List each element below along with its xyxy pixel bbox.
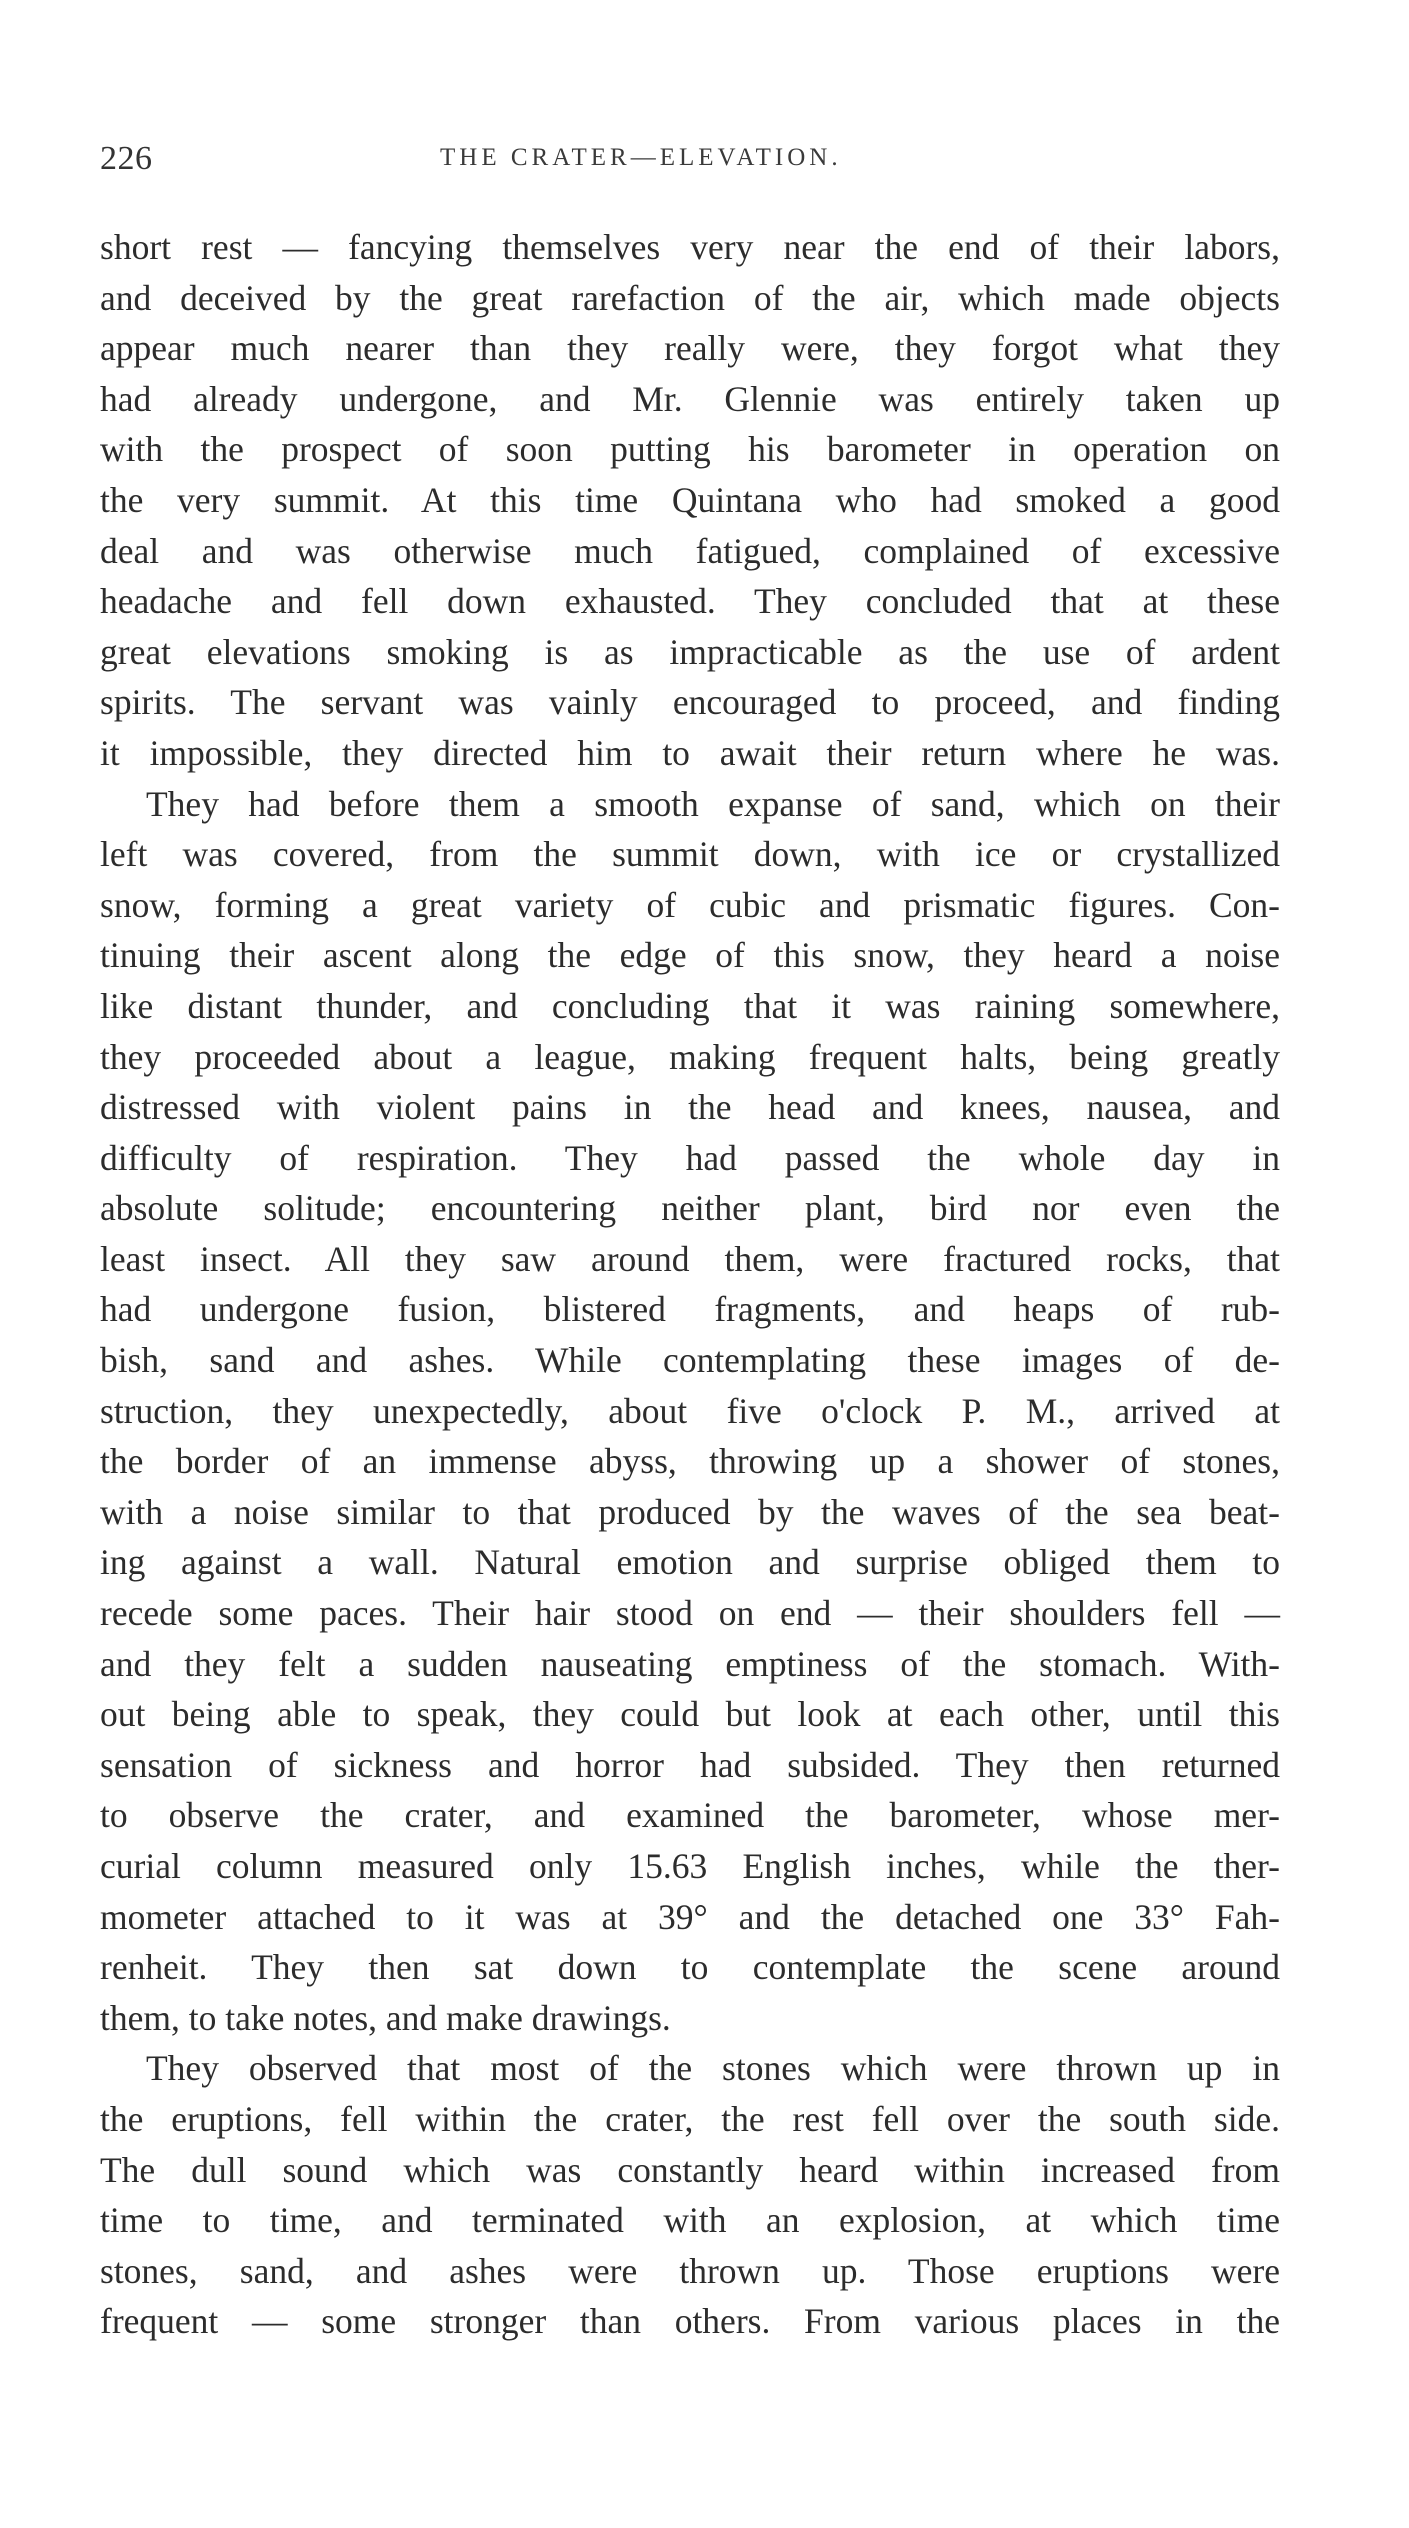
text-line: recede some paces. Their hair stood on end — their shoulders fell — bbox=[100, 1593, 1280, 1634]
text-line: tinuing their ascent along the edge of this snow, they heard a noise bbox=[100, 935, 1280, 976]
text-line: mometer attached to it was at 39° and the detached one 33° Fah- bbox=[100, 1896, 1280, 1937]
text-line: with a noise similar to that produced by the waves of the sea beat- bbox=[100, 1491, 1280, 1532]
text-line: to observe the crater, and examined the barometer, whose mer- bbox=[100, 1795, 1280, 1836]
text-line: the border of an immense abyss, throwing up a shower of stones, bbox=[100, 1441, 1280, 1482]
text-line: absolute solitude; encountering neither plant, bird nor even the bbox=[100, 1188, 1280, 1229]
text-line: the very summit. At this time Quintana who had smoked a good bbox=[100, 479, 1280, 520]
text-line: and deceived by the great rarefaction of the air, which made objects bbox=[100, 277, 1280, 318]
text-line: stones, sand, and ashes were thrown up. Those eruptions were bbox=[100, 2250, 1280, 2291]
text-line: left was covered, from the summit down, with ice or crystallized bbox=[100, 834, 1280, 875]
page-header bbox=[100, 140, 1280, 190]
text-line: bish, sand and ashes. While contemplating these images of de- bbox=[100, 1340, 1280, 1381]
text-line: snow, forming a great variety of cubic and prismatic figures. Con- bbox=[100, 884, 1280, 925]
text-line: them, to take notes, and make drawings. bbox=[100, 1997, 671, 2038]
text-line: and they felt a sudden nauseating emptiness of the stomach. With- bbox=[100, 1643, 1280, 1684]
text-line: renheit. They then sat down to contemplate the scene around bbox=[100, 1947, 1280, 1988]
running-head: THE CRATER—ELEVATION. bbox=[440, 144, 842, 171]
text-line: sensation of sickness and horror had subsided. They then returned bbox=[100, 1744, 1280, 1785]
text-line: struction, they unexpectedly, about five o'clock P. M., arrived at bbox=[100, 1390, 1280, 1431]
paragraph-1 bbox=[100, 222, 1280, 779]
text-line: had undergone fusion, blistered fragments, and heaps of rub- bbox=[100, 1289, 1280, 1330]
text-line: curial column measured only 15.63 English inches, while the ther- bbox=[100, 1846, 1280, 1886]
page-number: 226 bbox=[100, 140, 153, 177]
text-line: time to time, and terminated with an explosion, at which time bbox=[100, 2200, 1280, 2241]
text-line: They observed that most of the stones which were thrown up in bbox=[146, 2048, 1280, 2089]
text-line: headache and fell down exhausted. They concluded that at these bbox=[100, 581, 1280, 622]
text-line: it impossible, they directed him to await their return where he was. bbox=[100, 732, 1280, 773]
text-line: The dull sound which was constantly heard within increased from bbox=[100, 2149, 1280, 2190]
paragraph-3 bbox=[100, 2043, 1280, 2347]
text-line: great elevations smoking is as impracticable as the use of ardent bbox=[100, 631, 1280, 672]
text-line: distressed with violent pains in the head and knees, nausea, and bbox=[100, 1087, 1280, 1128]
text-line: out being able to speak, they could but look at each other, until this bbox=[100, 1694, 1280, 1735]
text-line: like distant thunder, and concluding that it was raining somewhere, bbox=[100, 985, 1280, 1026]
text-line: ing against a wall. Natural emotion and surprise obliged them to bbox=[100, 1542, 1280, 1583]
text-line: deal and was otherwise much fatigued, complained of excessive bbox=[100, 530, 1280, 571]
text-line: frequent — some stronger than others. From various places in the bbox=[100, 2301, 1280, 2342]
text-line: the eruptions, fell within the crater, the rest fell over the south side. bbox=[100, 2098, 1280, 2139]
text-line: difficulty of respiration. They had passed the whole day in bbox=[100, 1137, 1280, 1178]
text-line: They had before them a smooth expanse of sand, which on their bbox=[146, 783, 1280, 824]
paragraph-2 bbox=[100, 779, 1280, 2044]
text-line: with the prospect of soon putting his barometer in operation on bbox=[100, 429, 1280, 470]
body-text bbox=[100, 222, 1280, 2347]
text-line: they proceeded about a league, making frequent halts, being greatly bbox=[100, 1036, 1280, 1077]
text-line: had already undergone, and Mr. Glennie was entirely taken up bbox=[100, 378, 1280, 419]
text-line: least insect. All they saw around them, were fractured rocks, that bbox=[100, 1238, 1280, 1279]
text-line: appear much nearer than they really were, they forgot what they bbox=[100, 328, 1280, 369]
text-line: spirits. The servant was vainly encouraged to proceed, and finding bbox=[100, 682, 1280, 723]
text-line: short rest — fancying themselves very near the end of their labors, bbox=[100, 227, 1280, 267]
